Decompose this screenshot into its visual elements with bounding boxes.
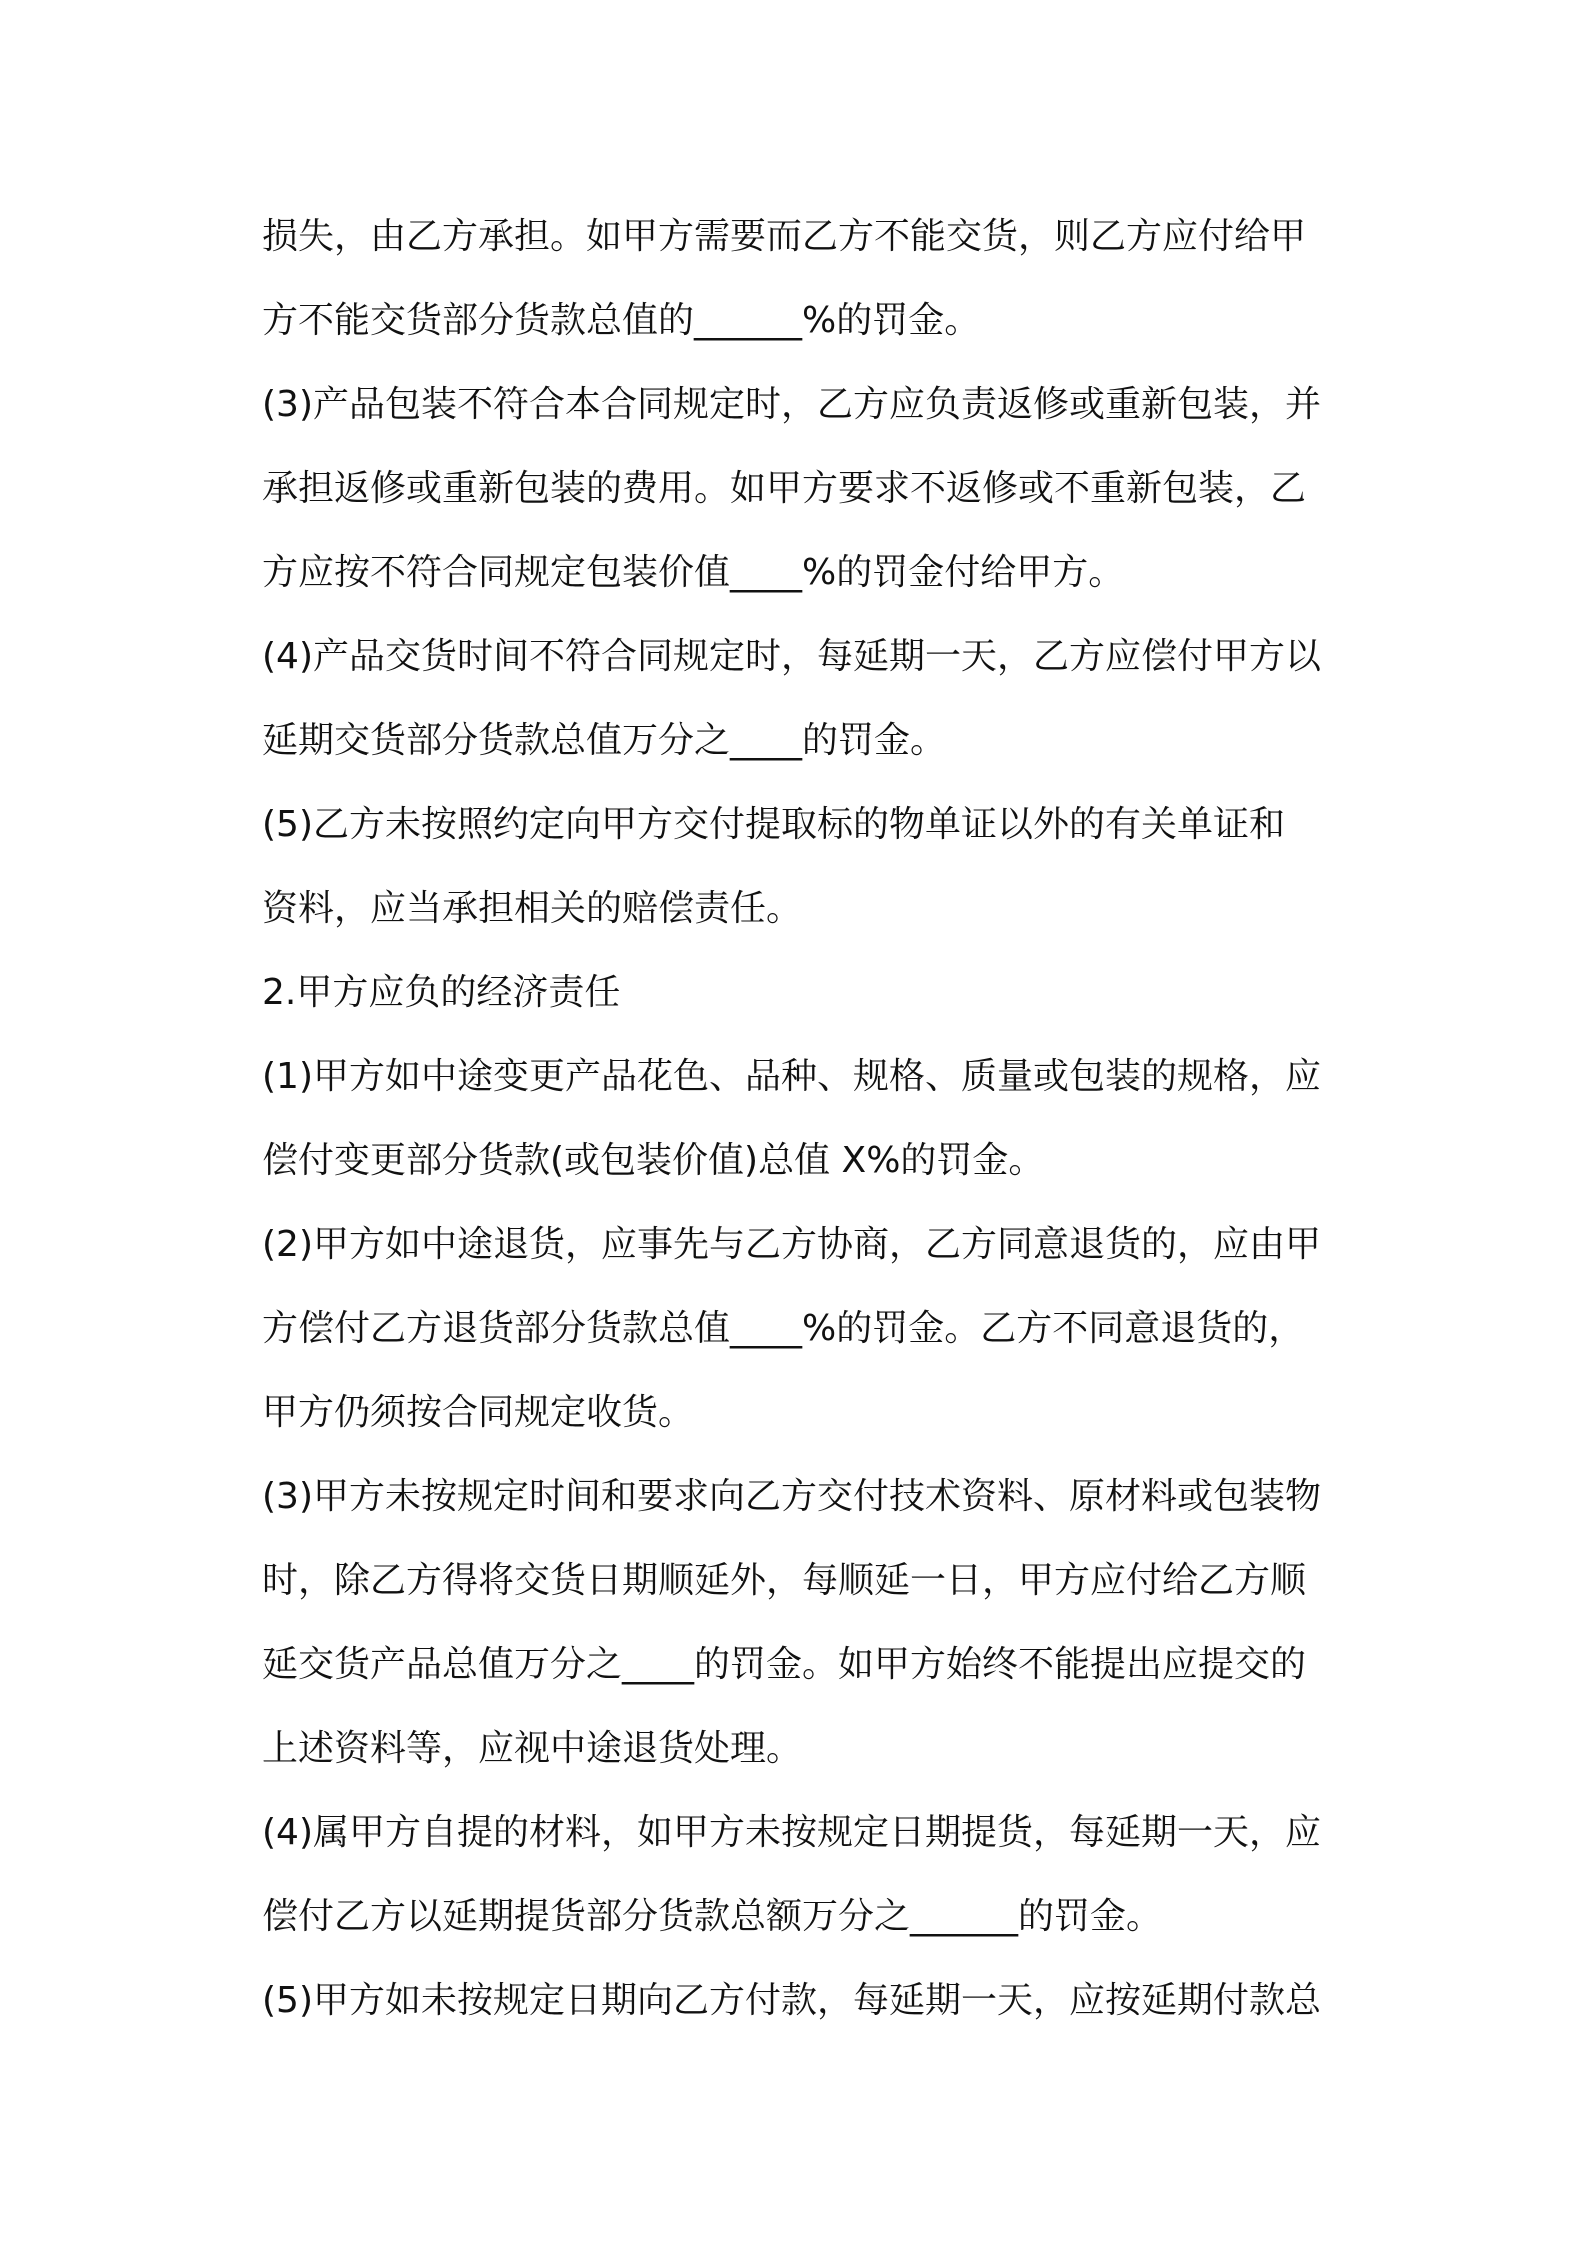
text-line: 承担返修或重新包装的费用。如甲方要求不返修或不重新包装，乙 <box>262 468 1307 509</box>
text-line: (3)产品包装不符合本合同规定时，乙方应负责返修或重新包装，并 <box>262 384 1321 425</box>
text-line: (4)属甲方自提的材料，如甲方未按规定日期提货，每延期一天，应 <box>262 1812 1321 1853</box>
text-line: 时，除乙方得将交货日期顺延外，每顺延一日，甲方应付给乙方顺 <box>262 1560 1307 1601</box>
text-line: 上述资料等，应视中途退货处理。 <box>262 1728 803 1769</box>
text-line: 延交货产品总值万分之____的罚金。如甲方始终不能提出应提交的 <box>262 1644 1307 1685</box>
contract-body-text <box>262 195 1352 2043</box>
text-line: (3)甲方未按规定时间和要求向乙方交付技术资料、原材料或包装物 <box>262 1476 1321 1517</box>
text-line: (4)产品交货时间不符合同规定时，每延期一天，乙方应偿付甲方以 <box>262 636 1321 677</box>
text-line: 方应按不符合同规定包装价值____%的罚金付给甲方。 <box>262 552 1125 593</box>
text-line: 甲方仍须按合同规定收货。 <box>262 1392 695 1433</box>
text-line: 延期交货部分货款总值万分之____的罚金。 <box>262 720 947 761</box>
text-line: (5)甲方如未按规定日期向乙方付款，每延期一天，应按延期付款总 <box>262 1980 1321 2021</box>
text-line: (2)甲方如中途退货，应事先与乙方协商，乙方同意退货的，应由甲 <box>262 1224 1321 1265</box>
text-line: 偿付乙方以延期提货部分货款总额万分之______的罚金。 <box>262 1896 1163 1937</box>
text-line: 方偿付乙方退货部分货款总值____%的罚金。乙方不同意退货的， <box>262 1308 1305 1349</box>
text-line: 损失，由乙方承担。如甲方需要而乙方不能交货，则乙方应付给甲 <box>262 216 1307 257</box>
text-line: 资料，应当承担相关的赔偿责任。 <box>262 888 803 929</box>
text-line: 偿付变更部分货款(或包装价值)总值 X%的罚金。 <box>262 1140 1045 1181</box>
text-line: (5)乙方未按照约定向甲方交付提取标的物单证以外的有关单证和 <box>262 804 1285 845</box>
text-line: (1)甲方如中途变更产品花色、品种、规格、质量或包装的规格，应 <box>262 1056 1321 1097</box>
text-line: 方不能交货部分货款总值的______%的罚金。 <box>262 300 981 341</box>
section-heading: 2.甲方应负的经济责任 <box>262 972 621 1013</box>
